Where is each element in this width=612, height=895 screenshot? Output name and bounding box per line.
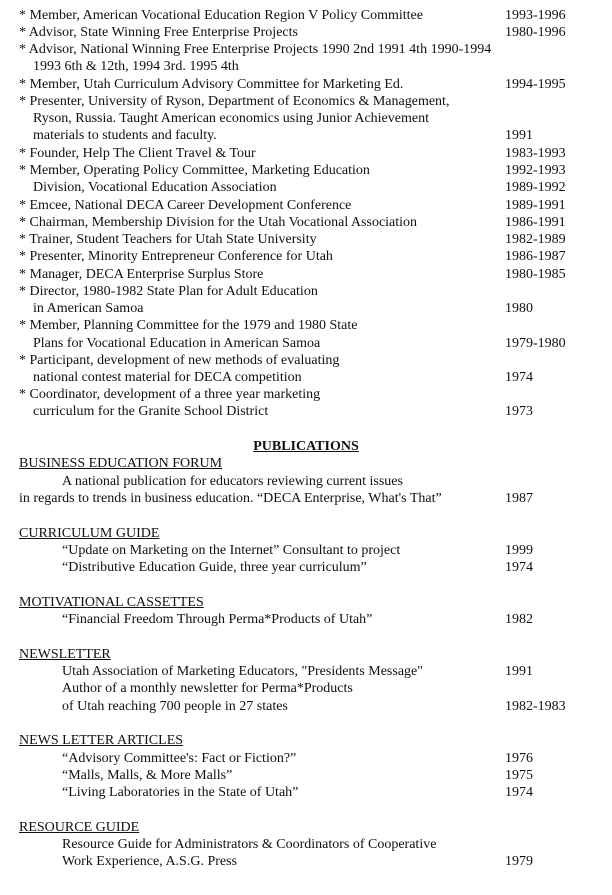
publication-text: in regards to trends in business education. “DECA Enterprise, What's That” <box>19 491 442 506</box>
publication-text: A national publication for educators reviewing current issues <box>62 474 403 489</box>
publication-year: 1987 <box>505 491 533 506</box>
activity-years: 1992-1993 <box>505 163 566 178</box>
activity-text: * Member, Operating Policy Committee, Marketing Education <box>19 163 370 178</box>
publication-line <box>0 836 612 853</box>
activity-years: 1983-1993 <box>505 146 566 161</box>
activity-years: 1986-1987 <box>505 249 566 264</box>
activity-text: * Coordinator, development of a three year marketing <box>19 387 321 402</box>
activity-text: * Director, 1980-1982 State Plan for Adult Education <box>19 284 318 299</box>
publication-year: 1982-1983 <box>505 699 566 714</box>
activity-years: 1979-1980 <box>505 336 566 351</box>
activity-item <box>0 248 612 265</box>
publication-line <box>0 680 612 697</box>
activity-item <box>0 197 612 214</box>
activity-text: Ryson, Russia. Taught American economics using Junior Achievement <box>33 111 429 126</box>
publication-text: “Distributive Education Guide, three year curriculum” <box>62 560 367 575</box>
activity-item-continued <box>0 58 612 75</box>
activity-text: * Member, American Vocational Education Region V Policy Committee <box>19 8 423 23</box>
publication-text: “Update on Marketing on the Internet” Consultant to project <box>62 543 401 558</box>
activity-text: * Founder, Help The Client Travel & Tour <box>19 146 256 161</box>
activity-text: * Trainer, Student Teachers for Utah State University <box>19 232 317 247</box>
publication-section-heading: RESOURCE GUIDE <box>19 820 140 835</box>
activity-years: 1973 <box>505 404 533 419</box>
activity-text: * Participant, development of new methods of evaluating <box>19 353 340 368</box>
activity-years: 1991 <box>505 128 533 143</box>
activity-text: 1993 6th & 12th, 1994 3rd. 1995 4th <box>33 59 239 74</box>
publication-line <box>0 490 612 507</box>
activity-text: curriculum for the Granite School District <box>33 404 269 419</box>
publication-text: Resource Guide for Administrators & Coordinators of Cooperative <box>62 837 437 852</box>
publication-year: 1982 <box>505 612 533 627</box>
activity-years: 1980-1996 <box>505 25 566 40</box>
publication-line <box>0 750 612 767</box>
activity-years: 1986-1991 <box>505 215 566 230</box>
activity-item-continued <box>0 110 612 127</box>
publication-section-heading: BUSINESS EDUCATION FORUM <box>19 456 223 471</box>
activity-text: * Emcee, National DECA Career Development Conference <box>19 198 352 213</box>
publication-line <box>0 611 612 628</box>
publication-section-heading-row <box>0 646 612 663</box>
activity-years: 1980 <box>505 301 533 316</box>
activity-item <box>0 162 612 179</box>
publication-section-heading: NEWSLETTER <box>19 647 111 662</box>
activity-item <box>0 214 612 231</box>
publication-line <box>0 784 612 801</box>
publication-text: Author of a monthly newsletter for Perma*Products <box>62 681 353 696</box>
publication-section-heading-row <box>0 594 612 611</box>
publication-text: Utah Association of Marketing Educators, "Presidents Message" <box>62 664 423 679</box>
activity-text: national contest material for DECA competition <box>33 370 302 385</box>
activity-item <box>0 93 612 110</box>
activity-item <box>0 352 612 369</box>
publication-year: 1991 <box>505 664 533 679</box>
activity-item <box>0 386 612 403</box>
activity-item-continued <box>0 403 612 420</box>
activity-item <box>0 7 612 24</box>
activity-years: 1989-1992 <box>505 180 566 195</box>
activity-years: 1989-1991 <box>505 198 566 213</box>
activity-text: * Member, Utah Curriculum Advisory Committee for Marketing Ed. <box>19 77 404 92</box>
activity-item-continued <box>0 179 612 196</box>
activity-years: 1974 <box>505 370 533 385</box>
activity-text: materials to students and faculty. <box>33 128 217 143</box>
activity-item <box>0 145 612 162</box>
activity-item <box>0 24 612 41</box>
publication-line <box>0 853 612 870</box>
activity-item <box>0 317 612 334</box>
activity-item <box>0 76 612 93</box>
publication-year: 1974 <box>505 560 533 575</box>
publication-text: “Malls, Malls, & More Malls” <box>62 768 233 783</box>
activity-text: * Presenter, Minority Entrepreneur Conference for Utah <box>19 249 333 264</box>
activity-text: Division, Vocational Education Association <box>33 180 277 195</box>
publication-text: “Living Laboratories in the State of Utah” <box>62 785 299 800</box>
publication-year: 1999 <box>505 543 533 558</box>
publication-text: of Utah reaching 700 people in 27 states <box>62 699 288 714</box>
publication-line <box>0 542 612 559</box>
publication-section-heading: CURRICULUM GUIDE <box>19 526 160 541</box>
activity-text: * Manager, DECA Enterprise Surplus Store <box>19 267 264 282</box>
publication-year: 1976 <box>505 751 533 766</box>
publication-section-heading: NEWS LETTER ARTICLES <box>19 733 184 748</box>
activity-text: * Presenter, University of Ryson, Department of Economics & Management, <box>19 94 450 109</box>
publication-line <box>0 559 612 576</box>
activity-item <box>0 41 612 58</box>
activity-item-continued <box>0 369 612 386</box>
publication-text: “Financial Freedom Through Perma*Products of Utah” <box>62 612 373 627</box>
publication-line <box>0 698 612 715</box>
activity-item-continued <box>0 300 612 317</box>
activity-text: * Member, Planning Committee for the 1979 and 1980 State <box>19 318 358 333</box>
publication-line <box>0 663 612 680</box>
publication-year: 1974 <box>505 785 533 800</box>
activity-text: in American Samoa <box>33 301 144 316</box>
activity-text: * Chairman, Membership Division for the Utah Vocational Association <box>19 215 418 230</box>
activity-text: Plans for Vocational Education in American Samoa <box>33 336 321 351</box>
activity-text: * Advisor, State Winning Free Enterprise Projects <box>19 25 298 40</box>
publication-text: “Advisory Committee's: Fact or Fiction?” <box>62 751 297 766</box>
activity-years: 1980-1985 <box>505 267 566 282</box>
publication-line <box>0 767 612 784</box>
publication-section-heading-row <box>0 525 612 542</box>
publication-section-heading-row <box>0 819 612 836</box>
activity-item-continued <box>0 335 612 352</box>
publication-year: 1979 <box>505 854 533 869</box>
publication-section-heading-row <box>0 732 612 749</box>
activity-text: * Advisor, National Winning Free Enterprise Projects 1990 2nd 1991 4th 1990-1994 <box>19 42 492 57</box>
publications-heading: PUBLICATIONS <box>253 439 359 454</box>
activity-years: 1982-1989 <box>505 232 566 247</box>
publication-year: 1975 <box>505 768 533 783</box>
activity-item-continued <box>0 127 612 144</box>
publications-heading-row <box>0 438 612 455</box>
publication-line <box>0 473 612 490</box>
activity-years: 1994-1995 <box>505 77 566 92</box>
publication-section-heading: MOTIVATIONAL CASSETTES <box>19 595 204 610</box>
activity-item <box>0 231 612 248</box>
activity-years: 1993-1996 <box>505 8 566 23</box>
publication-section-heading-row <box>0 455 612 472</box>
publication-text: Work Experience, A.S.G. Press <box>62 854 238 869</box>
activity-item <box>0 266 612 283</box>
activity-item <box>0 283 612 300</box>
